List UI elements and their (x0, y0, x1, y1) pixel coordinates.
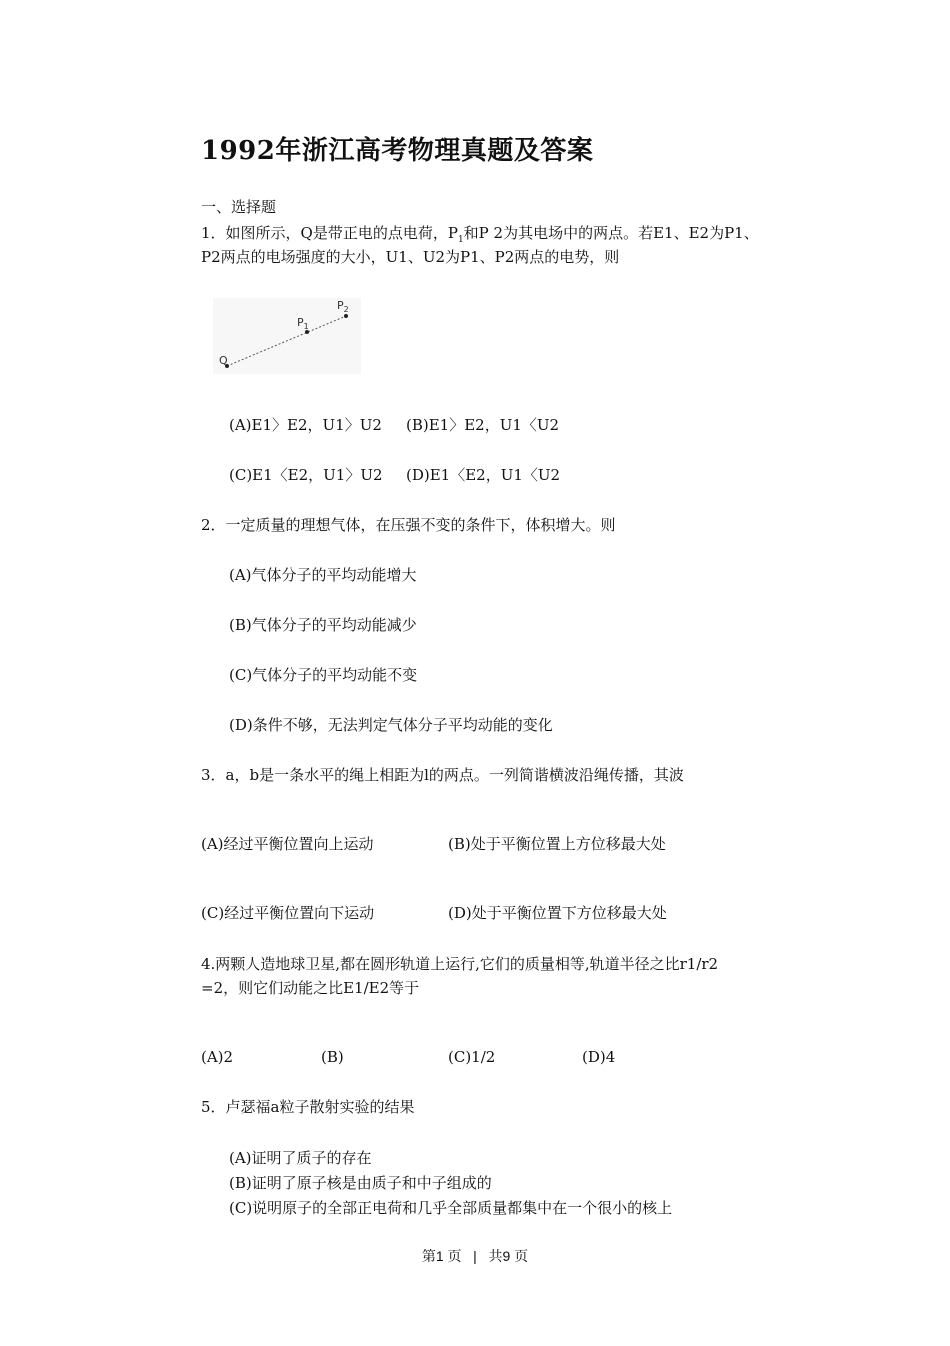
q1-option-d: (D)E1〈E2，U1〈U2 (406, 466, 561, 484)
q3-option-b: (B)处于平衡位置上方位移最大处 (448, 835, 666, 853)
charge-q-label: Q (219, 354, 228, 367)
q1-option-a: (A)E1〉E2，U1〉U2 (229, 416, 382, 434)
q4-option-a: (A)2 (201, 1048, 234, 1066)
q4-option-c: (C)1/2 (448, 1048, 496, 1066)
q1-field-figure (213, 298, 361, 374)
q4-option-b: (B) (321, 1048, 344, 1066)
footer-total-number: 9 (502, 1248, 511, 1264)
q1-option-c: (C)E1〈E2，U1〉U2 (229, 466, 383, 484)
q1-stem-line1: 1．如图所示，Q是带正电的点电荷，$P_1$和P 2为其电场中的两点。若E1、E2为P1、 (201, 224, 759, 245)
q5-option-a: (A)证明了质子的存在 (229, 1149, 372, 1167)
section-heading: 一、选择题 (201, 198, 277, 216)
q4-stem-line2: =2，则它们动能之比E1/E2等于 (201, 979, 420, 997)
footer-page-number: 1 (435, 1248, 444, 1264)
page-footer (0, 1246, 950, 1266)
point-p1-label: $P_1$ (297, 316, 309, 331)
point-p2-label: $P_2$ (337, 299, 349, 314)
q1-option-b: (B)E1〉E2，U1〈U2 (406, 416, 560, 434)
footer-page-suffix: 页 (447, 1248, 462, 1264)
q3-option-a: (A)经过平衡位置向上运动 (201, 835, 374, 853)
page-title: 1992年浙江高考物理真题及答案 (201, 136, 594, 166)
q4-option-d: (D)4 (582, 1048, 616, 1066)
footer-total-prefix: 共 (488, 1248, 503, 1264)
q2-option-b: (B)气体分子的平均动能减少 (229, 616, 417, 634)
q2-option-a: (A)气体分子的平均动能增大 (229, 566, 417, 584)
q2-option-d: (D)条件不够，无法判定气体分子平均动能的变化 (229, 716, 553, 734)
footer-total-suffix: 页 (514, 1248, 529, 1264)
q3-option-d: (D)处于平衡位置下方位移最大处 (448, 904, 667, 922)
q3-stem: 3．a，b是一条水平的绳上相距为l的两点。一列简谐横波沿绳传播，其波 (201, 766, 684, 784)
q2-stem: 2．一定质量的理想气体，在压强不变的条件下，体积增大。则 (201, 516, 616, 534)
point-p2-dot (344, 314, 348, 318)
q2-option-c: (C)气体分子的平均动能不变 (229, 666, 418, 684)
q5-stem: 5．卢瑟福a粒子散射实验的结果 (201, 1098, 415, 1116)
q4-stem-line1: 4.两颗人造地球卫星,都在圆形轨道上运行,它们的质量相等,轨道半径之比r1/r2 (201, 955, 719, 973)
footer-page-prefix: 第 (421, 1248, 436, 1264)
footer-separator: | (473, 1248, 477, 1264)
q5-option-b: (B)证明了原子核是由质子和中子组成的 (229, 1174, 492, 1192)
field-diagram-svg (213, 298, 361, 374)
q5-option-c: (C)说明原子的全部正电荷和几乎全部质量都集中在一个很小的核上 (229, 1199, 673, 1217)
q3-option-c: (C)经过平衡位置向下运动 (201, 904, 375, 922)
q1-stem-line2: P2两点的电场强度的大小，U1、U2为P1、P2两点的电势，则 (201, 248, 620, 266)
